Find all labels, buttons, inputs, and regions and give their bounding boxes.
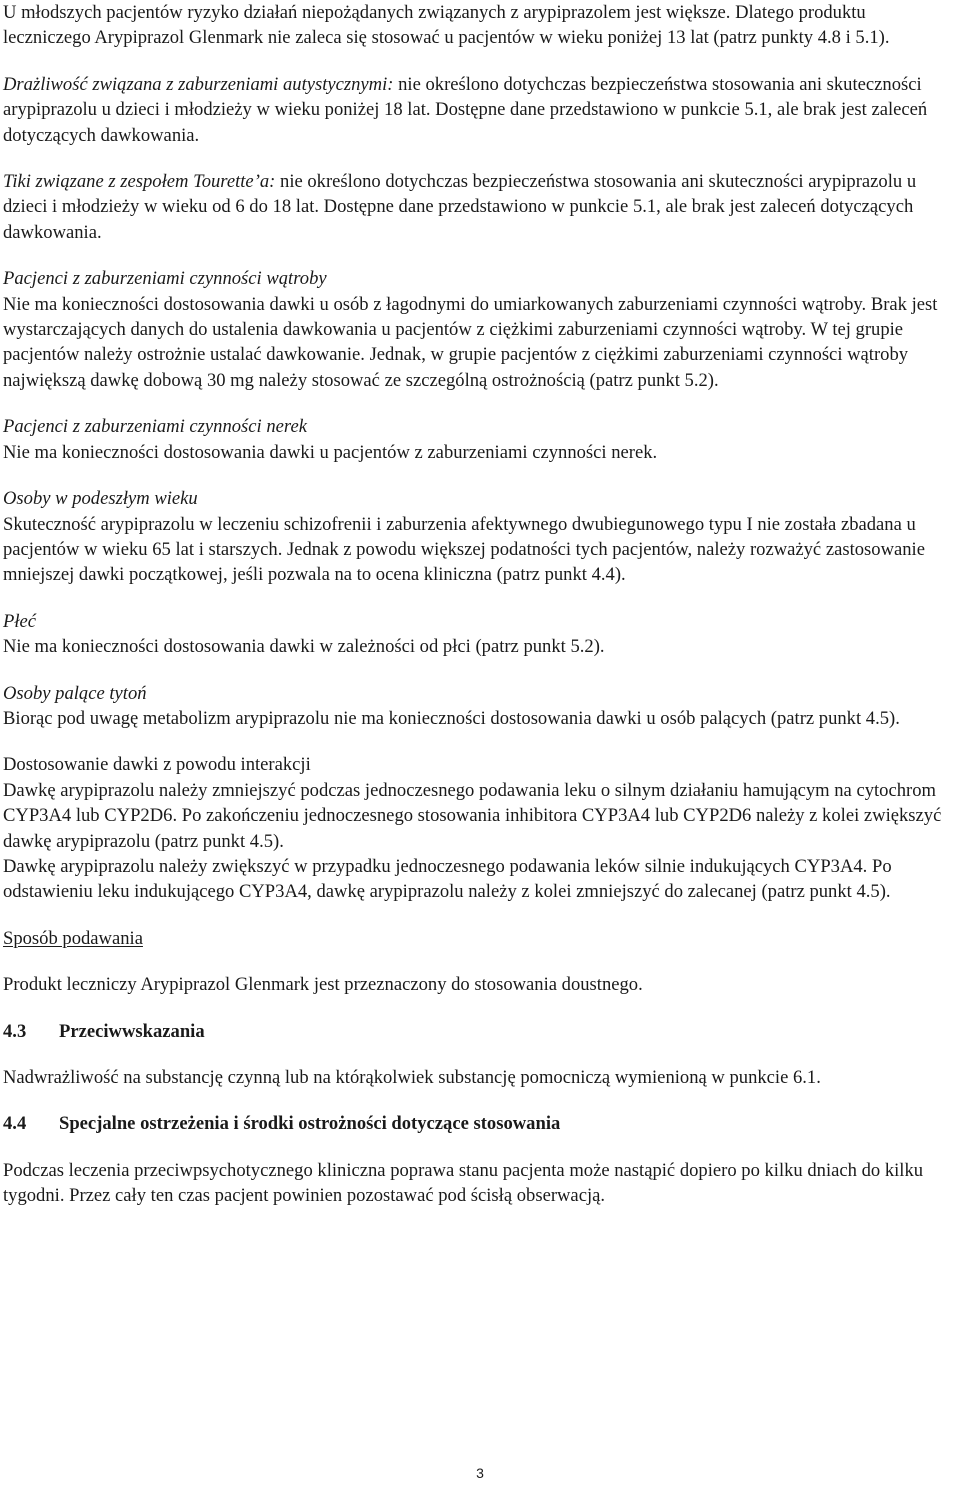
smokers-subheading: Osoby palące tytoń [3, 682, 147, 704]
liver-subheading: Pacjenci z zaburzeniami czynności wątroby [3, 268, 327, 290]
administration-heading: Sposób podawania [3, 927, 143, 949]
paragraph-young-patients: U młodszych pacjentów ryzyko działań niepożądanych związanych z arypiprazolem jest większe. Dlatego produktu leczniczego Arypiprazol Glenmark nie zaleca się stosować u pacjentów w wieku poniżej 13 lat (patrz punkty 4.8 i 5.1). [3, 2, 890, 49]
section-4-4-paragraph: Podczas leczenia przeciwpsychotycznego kliniczna poprawa stanu pacjenta może nastąpić dopiero po kilku dniach do kilku tygodni. Przez cały ten czas pacjent powinien pozostawać pod ścisłą obserwacją. [3, 1159, 924, 1207]
section-4-3-number: 4.3 [3, 1020, 27, 1042]
section-4-4-title: Specjalne ostrzeżenia i środki ostrożności dotyczące stosowania [59, 1113, 561, 1135]
elderly-paragraph: Skuteczność arypiprazolu w leczeniu schizofrenii i zaburzenia afektywnego dwubiegunowego typu I nie została zbadana u pacjentów w wieku 65 lat i starszych. Jednak z powodu większej podatności tych pacjentów, należy rozważyć zastosowanie mniejszej dawki początkowej, jeśli pozwala na to ocena kliniczna (patrz punkt 4.4). [3, 513, 925, 586]
tourette-label: Tiki związane z zespołem Tourette’a: [3, 171, 276, 193]
liver-paragraph: Nie ma konieczności dostosowania dawki u osób z łagodnymi do umiarkowanych zaburzeniami czynności wątroby. Brak jest wystarczających danych do ustalenia dawkowania u pacjentów z ciężkimi zaburzeniami czynności wątroby. W tej grupie pacjentów należy ostrożnie ustalać dawkowanie. Jednak, w grupie pacjentów z ciężkimi zaburzeniami czynności wątroby największą dawkę dobową 30 mg należy stosować ze szczególną ostrożnością (patrz punkt 5.2). [3, 293, 938, 391]
section-4-4-heading [3, 1111, 955, 1136]
document-page [3, 0, 955, 1209]
paragraph-autism-irritability [3, 72, 955, 148]
paragraph-tourette [3, 169, 955, 245]
elderly-subheading: Osoby w podeszłym wieku [3, 488, 198, 510]
section-4-3-title: Przeciwwskazania [59, 1020, 205, 1042]
interaction-paragraph-1: Dawkę arypiprazolu należy zmniejszyć podczas jednoczesnego podawania leku o silnym działaniu hamującym na cytochrom CYP3A4 lub CYP2D6. Po zakończeniu jednoczesnego stosowania inhibitora CYP3A4 lub CYP2D6 należy z kolei zwiększyć dawkę arypiprazolu (patrz punkt 4.5). [3, 779, 942, 852]
sex-subheading: Płeć [3, 610, 37, 632]
interaction-paragraph-2: Dawkę arypiprazolu należy zwiększyć w przypadku jednoczesnego podawania leków silnie indukujących CYP3A4. Po odstawieniu leku indukującego CYP3A4, dawkę arypiprazolu należy z kolei zmniejszyć do zalecanej (patrz punkt 4.5). [3, 855, 892, 903]
section-4-3-paragraph: Nadwrażliwość na substancję czynną lub na którąkolwiek substancję pomocniczą wymienioną w punkcie 6.1. [3, 1067, 821, 1088]
sex-paragraph: Nie ma konieczności dostosowania dawki w zależności od płci (patrz punkt 5.2). [3, 636, 605, 658]
tourette-text: nie określono dotychczas bezpieczeństwa stosowania ani skuteczności arypiprazolu u dzieci i młodzieży w wieku od 6 do 18 lat. Dostępne dane przedstawiono w punkcie 5.1, ale brak jest zaleceń dotyczących dawkowania. [3, 171, 917, 243]
section-4-4-number: 4.4 [3, 1113, 27, 1135]
kidney-paragraph: Nie ma konieczności dostosowania dawki u pacjentów z zaburzeniami czynności nerek. [3, 441, 658, 463]
interaction-subheading: Dostosowanie dawki z powodu interakcji [3, 754, 311, 776]
section-4-3-heading [3, 1019, 955, 1044]
autism-text: nie określono dotychczas bezpieczeństwa stosowania ani skuteczności arypiprazolu u dzieci i młodzieży w wieku poniżej 18 lat. Dostępne dane przedstawiono w punkcie 5.1, ale brak jest zaleceń dotyczących dawkowania. [3, 73, 928, 146]
kidney-subheading: Pacjenci z zaburzeniami czynności nerek [3, 416, 307, 438]
administration-paragraph: Produkt leczniczy Arypiprazol Glenmark jest przeznaczony do stosowania doustnego. [3, 974, 643, 996]
autism-label: Drażliwość związana z zaburzeniami autystycznymi: [3, 73, 394, 95]
page-number: 3 [476, 1465, 484, 1481]
smokers-paragraph: Biorąc pod uwagę metabolizm arypiprazolu nie ma konieczności dostosowania dawki u osób palących (patrz punkt 4.5). [3, 707, 900, 729]
